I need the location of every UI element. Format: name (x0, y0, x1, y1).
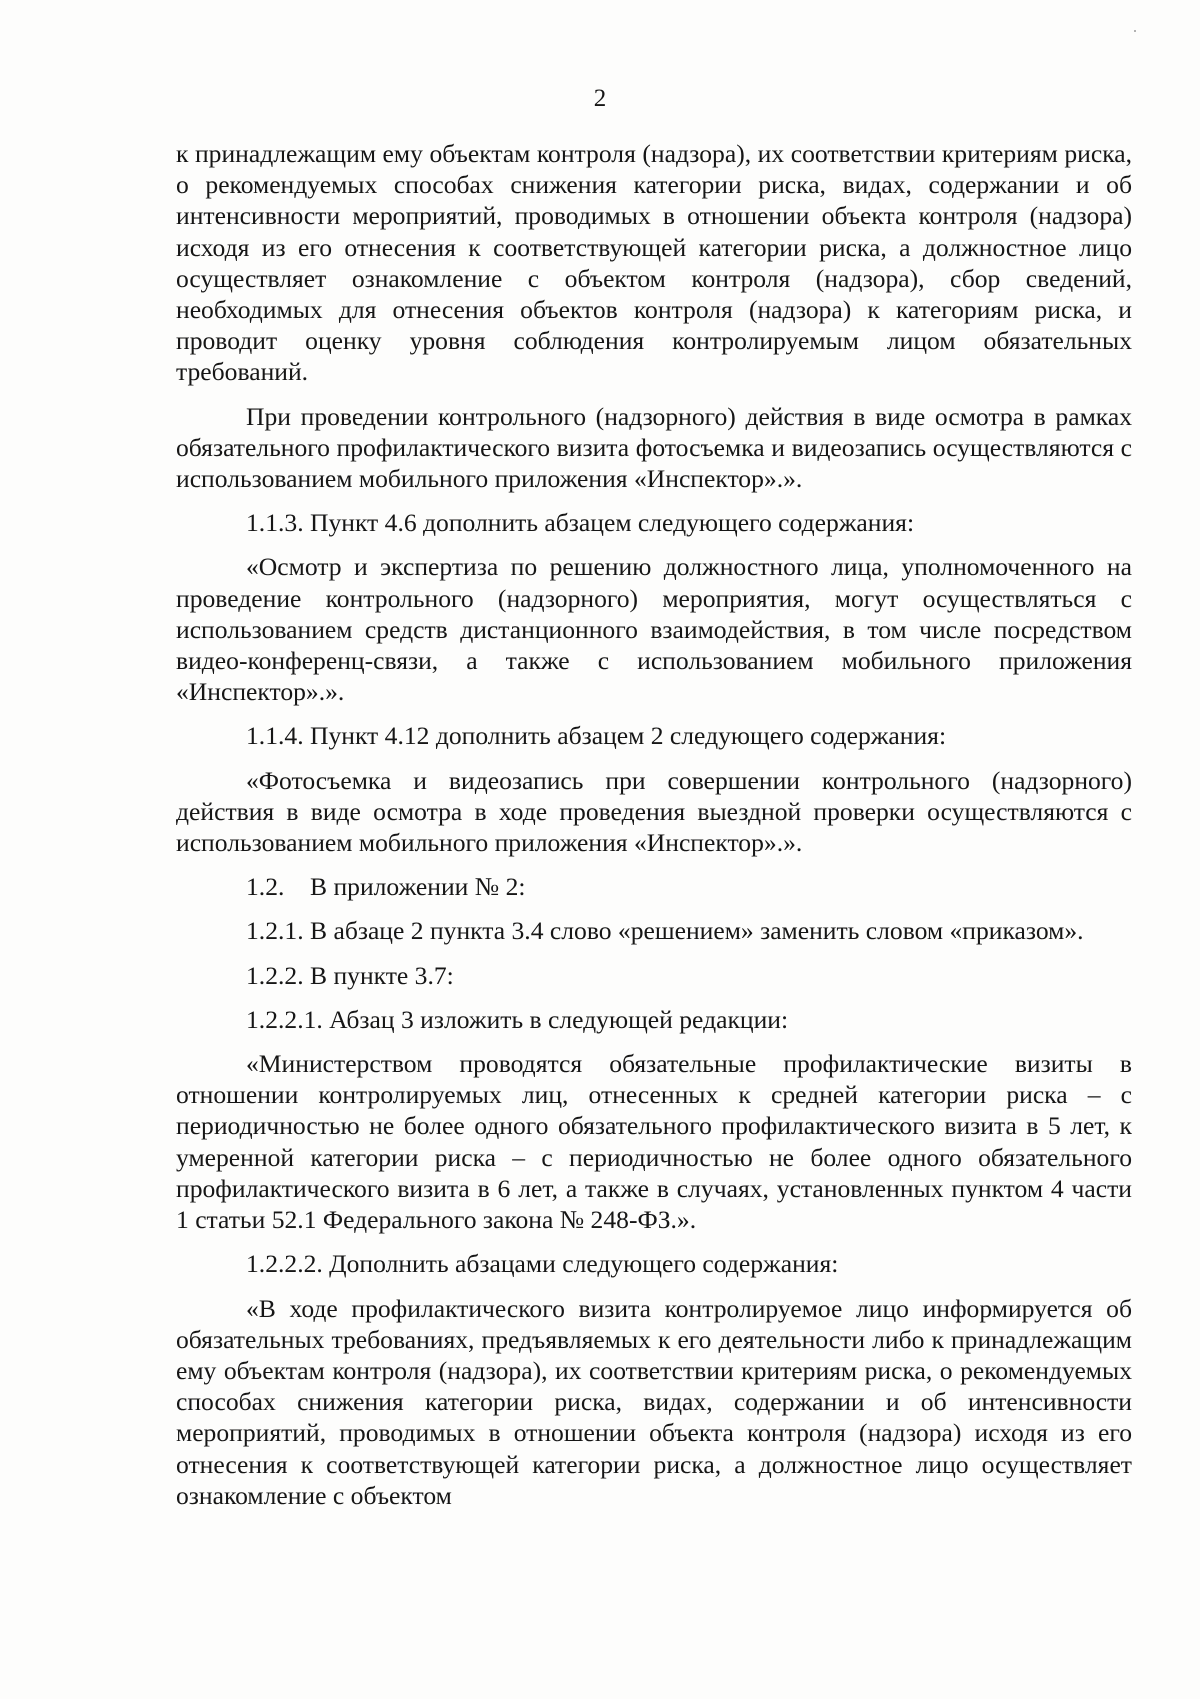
paragraph-1-2-2-1: 1.2.2.1. Абзац 3 изложить в следующей редакции: (246, 1004, 789, 1034)
page-number: 2 (593, 85, 607, 112)
document-body (176, 138, 1132, 1524)
paragraph-1-1-3: 1.1.3. Пункт 4.6 дополнить абзацем следующего содержания: (246, 508, 915, 538)
paragraph-1-2: 1.2. В приложении № 2: (246, 872, 526, 902)
paragraph-1-2-2: 1.2.2. В пункте 3.7: (246, 960, 454, 990)
paragraph-photo-video-inspection: «Фотосъемка и видеозапись при совершении контрольного (надзорного) действия в виде осмотра в ходе проведения выездной проверки осуществляются с использованием мобильного приложения «Инспектор».». (176, 765, 1132, 858)
scan-speck (1134, 30, 1136, 32)
paragraph-visit-information: «В ходе профилактического визита контролируемое лицо информируется об обязательных требованиях, предъявляемых к его деятельности либо к принадлежащим ему объектам контроля (надзора), их соответствии критериям риска, о рекомендуемых способах снижения категории риска, видах, содержании и об интенсивности мероприятий, проводимых в отношении объекта контроля (надзора) исходя из его отнесения к соответствующей категории риска, а должностное лицо осуществляет ознакомление с объектом (176, 1293, 1132, 1510)
paragraph-mandatory-visits: «Министерством проводятся обязательные профилактические визиты в отношении контролируемых лиц, отнесенных к средней категории риска – с периодичностью не более одного обязательного профилактического визита в 5 лет, к умеренной категории риска – с периодичностью не более одного обязательного профилактического визита в 6 лет, а также в случаях, установленных пунктом 4 части 1 статьи 52.1 Федерального закона № 248-ФЗ.». (176, 1049, 1132, 1235)
paragraph-continuation: к принадлежащим ему объектам контроля (надзора), их соответствии критериям риска, о рекомендуемых способах снижения категории риска, видах, содержании и об интенсивности мероприятий, проводимых в отношении объекта контроля (надзора) исходя из его отнесения к соответствующей категории риска, а должностное лицо осуществляет ознакомление с объектом контроля (надзора), сбор сведений, необходимых для отнесения объектов контроля (надзора) к категориям риска, и проводит оценку уровня соблюдения контролируемым лицом обязательных требований. (176, 139, 1132, 387)
paragraph-1-2-2-2: 1.2.2.2. Дополнить абзацами следующего содержания: (246, 1249, 839, 1279)
paragraph-1-1-4: 1.1.4. Пункт 4.12 дополнить абзацем 2 следующего содержания: (246, 721, 947, 751)
paragraph-inspection-remote: «Осмотр и экспертиза по решению должностного лица, уполномоченного на проведение контрольного (надзорного) мероприятия, могут осуществляться с использованием средств дистанционного взаимодействия, в том числе посредством видео-конференц-связи, а также с использованием мобильного приложения «Инспектор».». (176, 552, 1132, 707)
paragraph-1-2-1: 1.2.1. В абзаце 2 пункта 3.4 слово «решением» заменить словом «приказом». (246, 916, 1084, 946)
paragraph-photo-video-visit: При проведении контрольного (надзорного) действия в виде осмотра в рамках обязательного профилактического визита фотосъемка и видеозапись осуществляются с использованием мобильного приложения «Инспектор».». (176, 401, 1132, 494)
